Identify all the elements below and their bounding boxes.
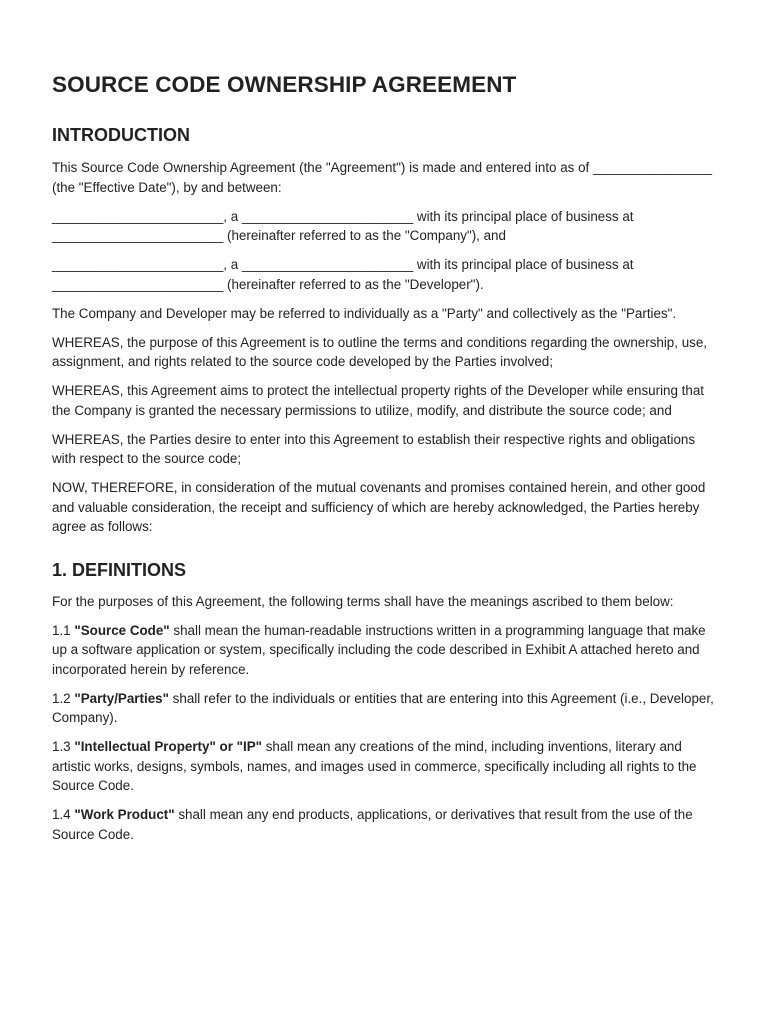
- definition-text: shall mean any end products, applications, or derivatives that result from the use of the Source Code.: [52, 807, 693, 842]
- intro-paragraph-parties: The Company and Developer may be referred to individually as a "Party" and collectively as the "Parties".: [52, 305, 677, 321]
- definition-item: [52, 805, 718, 844]
- definition-number: 1.2: [52, 690, 71, 706]
- definition-item: [52, 689, 718, 728]
- whereas-clause-purpose: WHEREAS, the purpose of this Agreement is to outline the terms and conditions regarding the ownership, use, assignment, and rights related to the source code developed by the Parties involved;: [52, 334, 708, 369]
- definition-number: 1.4: [52, 807, 71, 822]
- definition-term: "Work Product": [74, 807, 175, 822]
- definition-number: 1.1: [52, 622, 71, 638]
- whereas-clause-protection: WHEREAS, this Agreement aims to protect the intellectual property rights of the Developer while ensuring that the Company is granted the necessary permissions to utilize, modify, and distribute the source code; and: [52, 383, 704, 418]
- intro-paragraph-developer: _______________________, a _______________________ with its principal place of business at _______________________ (hereinafter referred to as the "Developer").: [52, 257, 634, 292]
- definition-text: shall mean any creations of the mind, including inventions, literary and artistic works, designs, symbols, names, and images used in commerce, specifically including all rights to the Source Code.: [52, 739, 697, 793]
- intro-paragraph-effective-date: This Source Code Ownership Agreement (the "Agreement") is made and entered into as of ________________ (the "Effective Date"), by and between:: [52, 160, 713, 195]
- definition-term: "Source Code": [74, 622, 170, 638]
- document-title: SOURCE CODE OWNERSHIP AGREEMENT: [52, 72, 517, 97]
- definition-number: 1.3: [52, 739, 71, 754]
- definition-item: [52, 621, 718, 680]
- definition-term: "Party/Parties": [74, 690, 169, 706]
- introduction-heading: INTRODUCTION: [52, 125, 190, 145]
- definition-text: shall mean the human-readable instructions written in a programming language that make up a software application or system, specifically including the code described in Exhibit A attached hereto and incorporated herein by reference.: [52, 622, 706, 677]
- definition-term: "Intellectual Property" or "IP": [74, 739, 262, 754]
- definition-item: [52, 737, 718, 796]
- definitions-intro: For the purposes of this Agreement, the following terms shall have the meanings ascribed to them below:: [52, 593, 674, 609]
- definition-text: shall refer to the individuals or entities that are entering into this Agreement (i.e., Developer, Company).: [52, 690, 714, 725]
- intro-paragraph-company: _______________________, a _______________________ with its principal place of business at _______________________ (hereinafter referred to as the "Company"), and: [52, 208, 634, 243]
- definitions-heading: 1. DEFINITIONS: [52, 559, 187, 580]
- whereas-clause-rights: WHEREAS, the Parties desire to enter into this Agreement to establish their respective rights and obligations with respect to the source code;: [52, 431, 696, 466]
- now-therefore-clause: NOW, THEREFORE, in consideration of the mutual covenants and promises contained herein, and other good and valuable consideration, the receipt and sufficiency of which are hereby acknowledged, the Parties hereby agree as follows:: [52, 480, 706, 534]
